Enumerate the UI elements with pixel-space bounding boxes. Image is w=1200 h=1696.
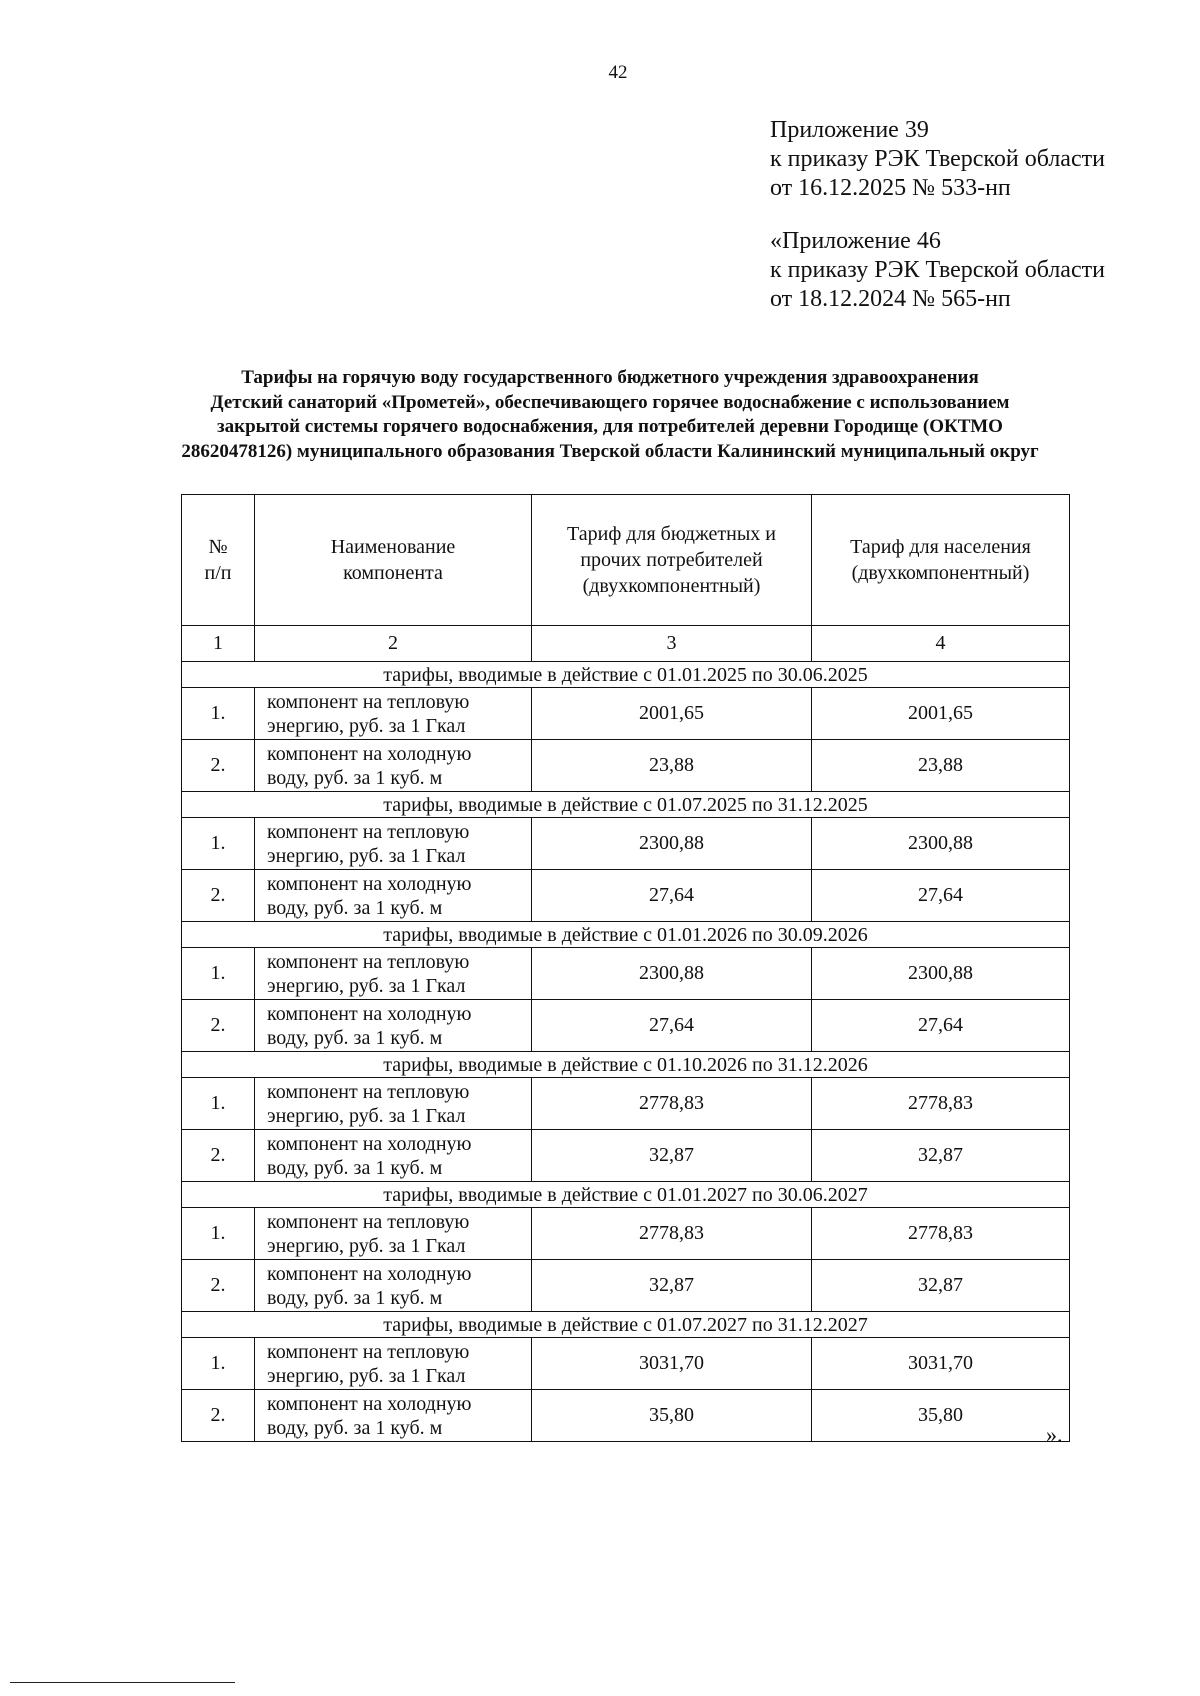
component-name-line: энергию, руб. за 1 Гкал xyxy=(267,1234,466,1257)
column-number: 3 xyxy=(532,626,812,662)
component-name xyxy=(255,1338,532,1390)
page-number: 42 xyxy=(608,62,628,83)
row-number: 2. xyxy=(182,1260,255,1312)
row-number: 1. xyxy=(182,1338,255,1390)
budget-tariff-value: 2300,88 xyxy=(532,948,812,1000)
population-tariff-value: 27,64 xyxy=(812,870,1070,922)
appendix-line: к приказу РЭК Тверской области xyxy=(770,146,1105,172)
population-tariff-value: 32,87 xyxy=(812,1260,1070,1312)
footnote-divider xyxy=(10,1682,235,1683)
component-name-line: компонент на холодную xyxy=(267,1002,472,1025)
component-name-line: энергию, руб. за 1 Гкал xyxy=(267,1104,466,1127)
table-row xyxy=(182,1130,1070,1182)
component-name-line: воду, руб. за 1 куб. м xyxy=(267,1286,443,1309)
row-number: 2. xyxy=(182,1130,255,1182)
population-tariff-value: 3031,70 xyxy=(812,1338,1070,1390)
budget-tariff-value: 23,88 xyxy=(532,740,812,792)
budget-tariff-value: 32,87 xyxy=(532,1260,812,1312)
appendix-header-current xyxy=(770,116,1105,203)
table-row xyxy=(182,1078,1070,1130)
component-name-line: компонент на тепловую xyxy=(267,820,470,843)
component-name-line: энергию, руб. за 1 Гкал xyxy=(267,844,466,867)
period-label: тарифы, вводимые в действие с 01.01.2027 по 30.06.2027 xyxy=(182,1182,1070,1208)
budget-tariff-value: 2778,83 xyxy=(532,1078,812,1130)
component-name xyxy=(255,1078,532,1130)
population-tariff-value: 2778,83 xyxy=(812,1078,1070,1130)
table-row xyxy=(182,1260,1070,1312)
appendix-line: от 18.12.2024 № 565-нп xyxy=(770,286,1011,312)
closing-quote: ». xyxy=(1046,1422,1063,1447)
tariffs-table xyxy=(181,494,1070,1442)
appendix-line: к приказу РЭК Тверской области xyxy=(770,257,1105,283)
header-number: № п/п xyxy=(182,495,255,626)
column-number: 1 xyxy=(182,626,255,662)
component-name-line: воду, руб. за 1 куб. м xyxy=(267,896,443,919)
period-label: тарифы, вводимые в действие с 01.10.2026 по 31.12.2026 xyxy=(182,1052,1070,1078)
appendix-line: «Приложение 46 xyxy=(770,228,941,254)
row-number: 1. xyxy=(182,1208,255,1260)
appendix-line: Приложение 39 xyxy=(770,117,929,143)
component-name-line: воду, руб. за 1 куб. м xyxy=(267,1156,443,1179)
component-name xyxy=(255,1000,532,1052)
budget-tariff-value: 2778,83 xyxy=(532,1208,812,1260)
budget-tariff-value: 32,87 xyxy=(532,1130,812,1182)
row-number: 1. xyxy=(182,688,255,740)
table-row xyxy=(182,1000,1070,1052)
component-name xyxy=(255,1390,532,1442)
table-row xyxy=(182,1338,1070,1390)
appendix-header-original xyxy=(770,227,1105,314)
component-name-line: компонент на холодную xyxy=(267,1262,472,1285)
header-component-name: Наименование компонента xyxy=(255,495,532,626)
title-line: Детский санаторий «Прометей», обеспечивающего горячее водоснабжение с использованием xyxy=(210,391,1010,413)
row-number: 2. xyxy=(182,870,255,922)
column-number: 4 xyxy=(812,626,1070,662)
component-name xyxy=(255,740,532,792)
component-name-line: воду, руб. за 1 куб. м xyxy=(267,1416,443,1439)
component-name xyxy=(255,1130,532,1182)
component-name xyxy=(255,688,532,740)
component-name-line: воду, руб. за 1 куб. м xyxy=(267,766,443,789)
component-name xyxy=(255,948,532,1000)
row-number: 2. xyxy=(182,1000,255,1052)
period-label: тарифы, вводимые в действие с 01.01.2025 по 30.06.2025 xyxy=(182,662,1070,688)
period-label: тарифы, вводимые в действие с 01.07.2025 по 31.12.2025 xyxy=(182,792,1070,818)
table-row xyxy=(182,948,1070,1000)
component-name-line: энергию, руб. за 1 Гкал xyxy=(267,974,466,997)
component-name-line: компонент на холодную xyxy=(267,1392,472,1415)
row-number: 1. xyxy=(182,1078,255,1130)
tariffs-body xyxy=(182,662,1070,1442)
document-title xyxy=(80,366,1140,464)
component-name-line: компонент на тепловую xyxy=(267,1210,470,1233)
period-row xyxy=(182,1052,1070,1078)
component-name-line: компонент на тепловую xyxy=(267,1340,470,1363)
component-name-line: компонент на холодную xyxy=(267,742,472,765)
row-number: 2. xyxy=(182,740,255,792)
period-label: тарифы, вводимые в действие с 01.07.2027 по 31.12.2027 xyxy=(182,1312,1070,1338)
component-name xyxy=(255,818,532,870)
table-header-row xyxy=(182,495,1070,626)
table-row xyxy=(182,1390,1070,1442)
table-row xyxy=(182,870,1070,922)
budget-tariff-value: 27,64 xyxy=(532,870,812,922)
component-name-line: энергию, руб. за 1 Гкал xyxy=(267,714,466,737)
header-population-tariff: Тариф для населения (двухкомпонентный) xyxy=(812,495,1070,626)
population-tariff-value: 23,88 xyxy=(812,740,1070,792)
population-tariff-value: 27,64 xyxy=(812,1000,1070,1052)
period-row xyxy=(182,1182,1070,1208)
table-row xyxy=(182,688,1070,740)
row-number: 1. xyxy=(182,818,255,870)
population-tariff-value: 2778,83 xyxy=(812,1208,1070,1260)
component-name xyxy=(255,1208,532,1260)
period-row xyxy=(182,922,1070,948)
population-tariff-value: 2001,65 xyxy=(812,688,1070,740)
title-line: закрытой системы горячего водоснабжения, для потребителей деревни Городище (ОКТМО xyxy=(217,416,1003,437)
component-name-line: энергию, руб. за 1 Гкал xyxy=(267,1364,466,1387)
component-name-line: компонент на холодную xyxy=(267,1132,472,1155)
component-name-line: воду, руб. за 1 куб. м xyxy=(267,1026,443,1049)
budget-tariff-value: 2300,88 xyxy=(532,818,812,870)
component-name xyxy=(255,1260,532,1312)
appendix-line: от 16.12.2025 № 533-нп xyxy=(770,175,1011,201)
row-number: 1. xyxy=(182,948,255,1000)
component-name-line: компонент на тепловую xyxy=(267,690,470,713)
title-line: 28620478126) муниципального образования Тверской области Калининский муниципальный округ xyxy=(181,440,1039,462)
row-number: 2. xyxy=(182,1390,255,1442)
population-tariff-value: 32,87 xyxy=(812,1130,1070,1182)
period-row xyxy=(182,662,1070,688)
column-numbers-row xyxy=(182,626,1070,662)
table-row xyxy=(182,818,1070,870)
component-name xyxy=(255,870,532,922)
budget-tariff-value: 35,80 xyxy=(532,1390,812,1442)
population-tariff-value: 2300,88 xyxy=(812,818,1070,870)
header-budget-tariff: Тариф для бюджетных и прочих потребителей (двухкомпонентный) xyxy=(532,495,812,626)
period-label: тарифы, вводимые в действие с 01.01.2026 по 30.09.2026 xyxy=(182,922,1070,948)
period-row xyxy=(182,792,1070,818)
population-tariff-value: 2300,88 xyxy=(812,948,1070,1000)
table-row xyxy=(182,740,1070,792)
period-row xyxy=(182,1312,1070,1338)
budget-tariff-value: 3031,70 xyxy=(532,1338,812,1390)
column-number: 2 xyxy=(255,626,532,662)
component-name-line: компонент на холодную xyxy=(267,872,472,895)
table-row xyxy=(182,1208,1070,1260)
title-line: Тарифы на горячую воду государственного бюджетного учреждения здравоохранения xyxy=(241,367,979,388)
component-name-line: компонент на тепловую xyxy=(267,1080,470,1103)
budget-tariff-value: 2001,65 xyxy=(532,688,812,740)
component-name-line: компонент на тепловую xyxy=(267,950,470,973)
budget-tariff-value: 27,64 xyxy=(532,1000,812,1052)
population-tariff-value: 35,80 xyxy=(812,1390,1070,1442)
